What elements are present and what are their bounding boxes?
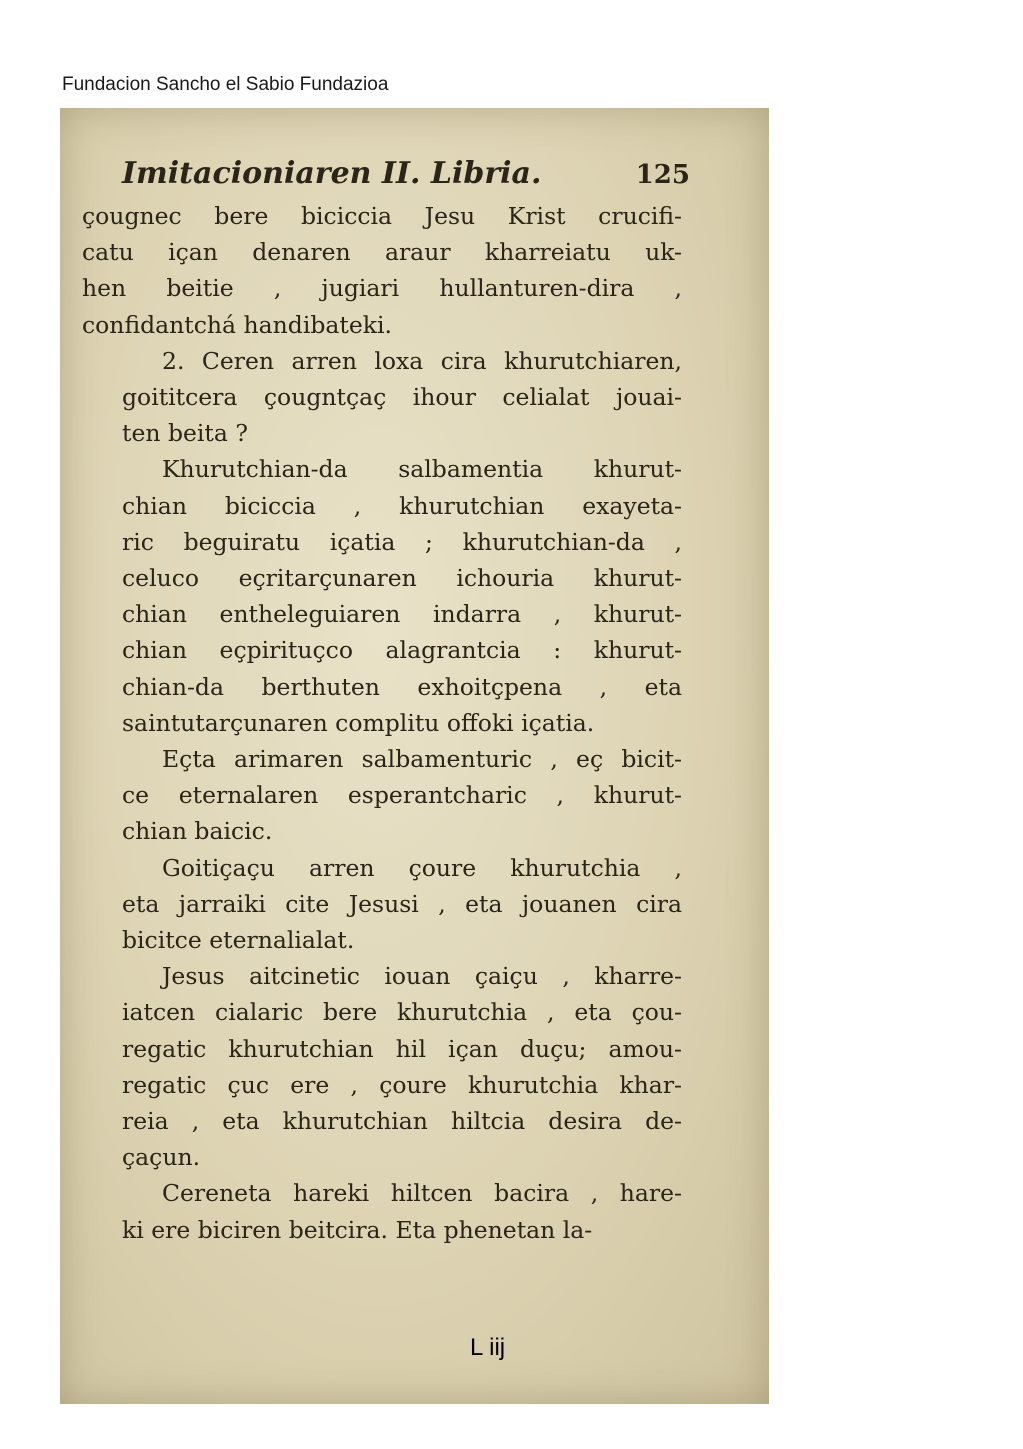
text-line: Khurutchian-da salbamentia khurut- — [162, 455, 682, 484]
text-line: chian entheleguiaren indarra , khurut- — [122, 600, 682, 629]
page-number: 125 — [635, 160, 690, 190]
text-line: Cereneta hareki hiltcen bacira , hare- — [162, 1179, 682, 1208]
text-line: ten beita ? — [122, 419, 248, 448]
running-head-title: Imitacioniaren II. Libria. — [122, 156, 542, 191]
text-line: celuco eçritarçunaren ichouria khurut- — [122, 564, 682, 593]
text-line: ki ere biciren beitcira. Eta phenetan la- — [122, 1215, 593, 1244]
scanned-page — [60, 108, 769, 1404]
text-line: chian baicic. — [122, 817, 273, 846]
text-line: hen beitie , jugiari hullanturen-dira , — [82, 274, 682, 303]
text-line: Goitiçaçu arren çoure khurutchia , — [162, 853, 682, 882]
text-line: chian-da berthuten exhoitçpena , eta — [122, 672, 682, 701]
text-line: chian eçpirituçco alagrantcia : khurut- — [122, 636, 682, 665]
paragraph — [82, 850, 682, 959]
text-line: 2. Ceren arren loxa cira khurutchiaren, — [162, 346, 682, 375]
text-line: Eçta arimaren salbamenturic , eç bicit- — [162, 745, 682, 774]
text-line: Jesus aitcinetic iouan çaiçu , kharre- — [162, 962, 682, 991]
signature-mark: L iij — [470, 1334, 506, 1361]
paragraph — [82, 451, 682, 741]
text-line: çougnec bere biciccia Jesu Krist crucifi- — [82, 202, 682, 230]
paragraph — [82, 741, 682, 850]
text-line: goititcera çougntçaç ihour celialat jouai- — [122, 383, 682, 412]
book-page — [82, 156, 690, 1248]
text-line: confidantchá handibateki. — [82, 310, 392, 339]
paragraph — [82, 343, 682, 452]
body-text — [82, 198, 682, 1248]
text-line: regatic khurutchian hil içan duçu; amou- — [122, 1034, 682, 1063]
source-attribution: Fundacion Sancho el Sabio Fundazioa — [62, 74, 389, 95]
text-line: catu içan denaren araur kharreiatu uk- — [82, 238, 682, 267]
text-line: chian biciccia , khurutchian exayeta- — [122, 491, 682, 520]
running-head — [122, 156, 690, 196]
text-line: regatic çuc ere , çoure khurutchia khar- — [122, 1070, 682, 1099]
text-line: ric beguiratu içatia ; khurutchian-da , — [122, 527, 682, 556]
text-line: ce eternalaren esperantcharic , khurut- — [122, 781, 682, 810]
paragraph — [82, 958, 682, 1175]
paragraph — [82, 198, 682, 343]
paragraph — [82, 1175, 682, 1247]
text-line: reia , eta khurutchian hiltcia desira de- — [122, 1107, 682, 1136]
text-line: bicitce eternalialat. — [122, 926, 355, 955]
text-line: eta jarraiki cite Jesusi , eta jouanen cira — [122, 889, 682, 918]
text-line: iatcen cialaric bere khurutchia , eta çou- — [122, 998, 682, 1027]
text-line: saintutarçunaren complitu offoki içatia. — [122, 708, 595, 737]
text-line: çaçun. — [122, 1143, 201, 1172]
